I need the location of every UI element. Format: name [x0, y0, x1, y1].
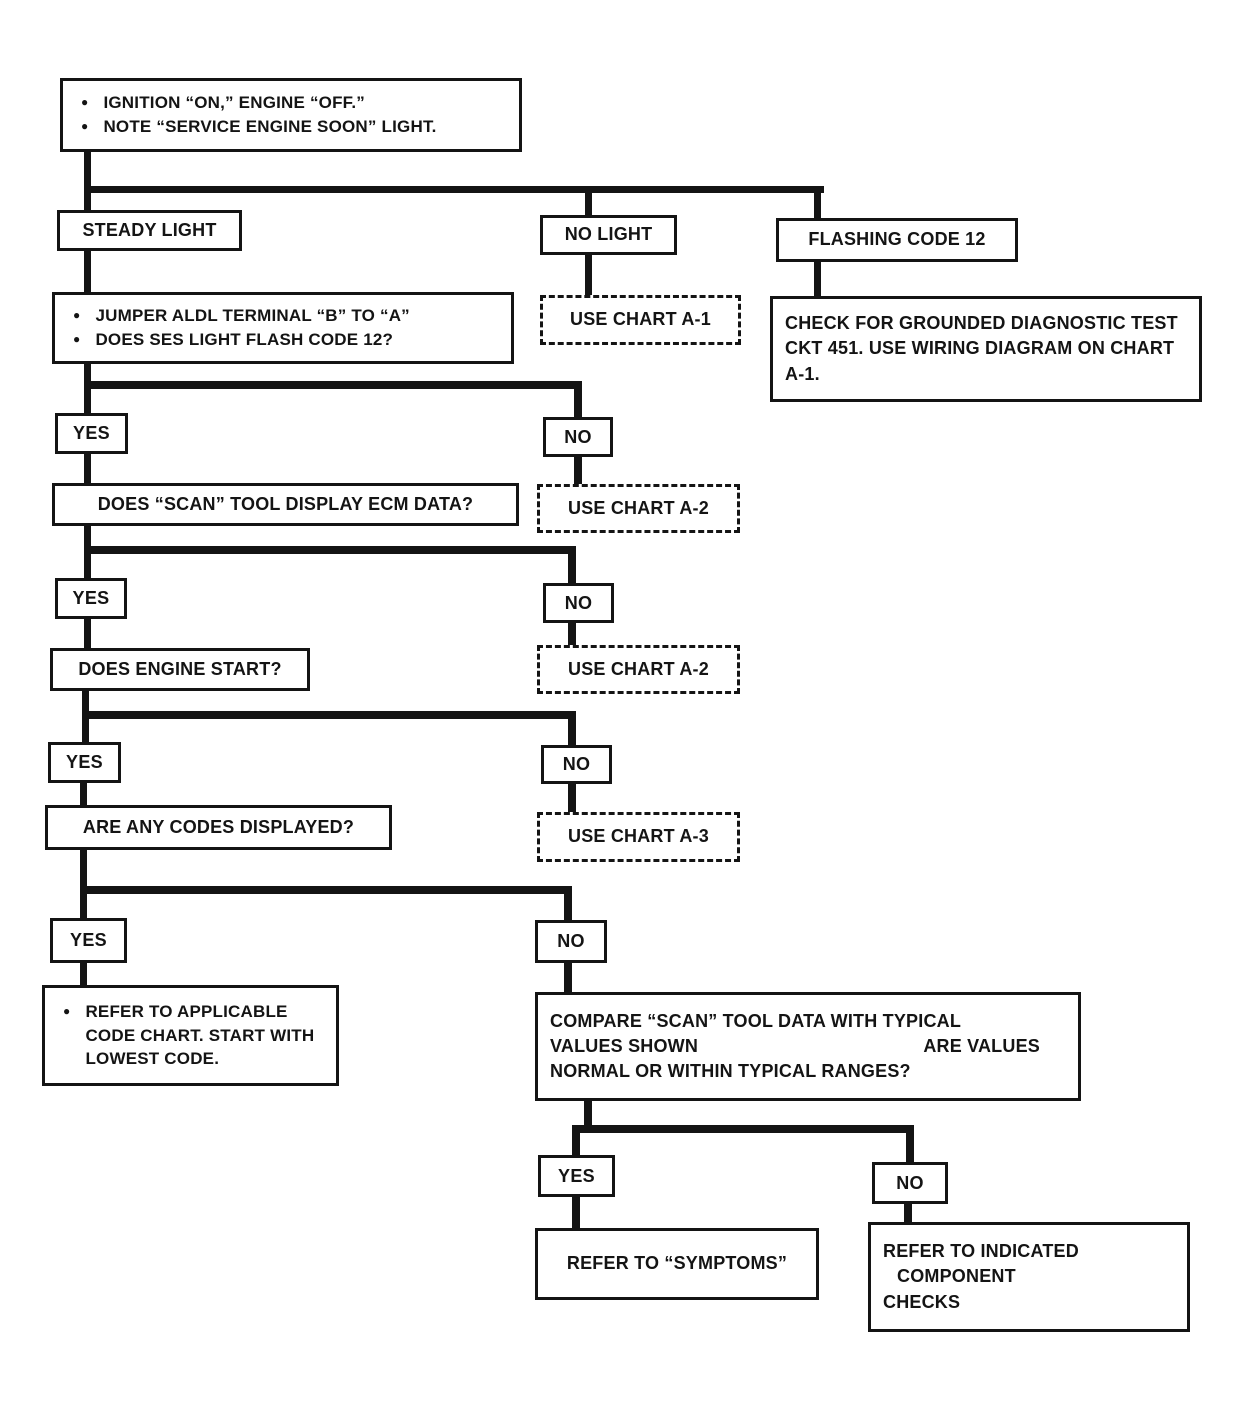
connector [572, 1195, 580, 1230]
connector [82, 711, 576, 719]
compare-scan-line-3: NORMAL OR WITHIN TYPICAL RANGES? [550, 1061, 911, 1082]
connector [84, 546, 576, 554]
node-use-chart-a1 [540, 295, 741, 345]
connector [568, 546, 576, 585]
connector [80, 886, 87, 920]
bullet-icon: ● [81, 119, 89, 133]
start-item-1 [75, 91, 507, 115]
connector [84, 381, 91, 415]
no-label: NO [564, 426, 592, 447]
no-light-label: NO LIGHT [564, 224, 653, 245]
node-flashing-code-12 [776, 218, 1018, 262]
node-scan-tool-question [52, 483, 519, 526]
bullet-icon: ● [73, 308, 81, 323]
connector [80, 961, 87, 987]
codes-displayed-question-label: ARE ANY CODES DISPLAYED? [82, 816, 355, 837]
start-line-1: IGNITION “ON,” ENGINE “OFF.” [103, 93, 366, 113]
connector [568, 621, 576, 647]
node-refer-code-chart [42, 985, 339, 1086]
connector [564, 961, 572, 994]
no-label: NO [564, 592, 593, 613]
node-start [60, 78, 522, 152]
connector [572, 1125, 580, 1157]
refer-symptoms-label: REFER TO “SYMPTOMS” [566, 1253, 788, 1274]
jumper-line-2: DOES SES LIGHT FLASH CODE 12? [95, 330, 394, 349]
refer-code-chart-text: REFER TO APPLICABLE CODE CHART. START WITH LOWEST CODE. [85, 1001, 315, 1069]
node-no-light [540, 215, 677, 255]
connector [904, 1202, 912, 1224]
node-steady-light [57, 210, 242, 251]
jumper-item-2 [67, 328, 499, 352]
no-box-5 [872, 1162, 948, 1204]
refer-component-line-2: COMPONENT [897, 1266, 1016, 1287]
start-line-2: NOTE “SERVICE ENGINE SOON” LIGHT. [103, 117, 437, 136]
start-item-2 [75, 115, 507, 139]
connector [84, 617, 91, 650]
yes-box-3 [48, 742, 121, 783]
node-use-chart-a2-lower [537, 645, 740, 694]
no-label: NO [896, 1172, 924, 1193]
yes-label: YES [70, 930, 107, 950]
connector [84, 381, 582, 389]
node-codes-displayed-question [45, 805, 392, 850]
node-jumper-aldl [52, 292, 514, 364]
no-box-4 [535, 920, 607, 963]
yes-label: YES [66, 752, 103, 772]
node-engine-start-question [50, 648, 310, 691]
connector [80, 886, 572, 894]
connector [84, 249, 91, 294]
use-chart-a2-upper-label: USE CHART A-2 [568, 497, 709, 518]
bullet-icon: ● [63, 1003, 71, 1018]
node-use-chart-a3 [537, 812, 740, 862]
refer-component-line-1: REFER TO INDICATED [883, 1241, 1079, 1262]
engine-start-question-label: DOES ENGINE START? [78, 658, 282, 679]
node-refer-symptoms [535, 1228, 819, 1300]
yes-box-2 [55, 578, 127, 619]
no-label: NO [557, 931, 585, 951]
connector [814, 186, 821, 222]
jumper-line-1: JUMPER ALDL TERMINAL “B” TO “A” [95, 306, 410, 326]
no-box-3 [541, 745, 612, 784]
node-compare-scan [535, 992, 1081, 1101]
yes-box-1 [55, 413, 128, 454]
connector [84, 546, 91, 580]
use-chart-a2-lower-label: USE CHART A-2 [568, 658, 709, 679]
connector [585, 253, 592, 297]
connector [574, 455, 582, 486]
compare-scan-line-1: COMPARE “SCAN” TOOL DATA WITH TYPICAL [550, 1010, 962, 1031]
steady-light-label: STEADY LIGHT [82, 219, 217, 240]
node-use-chart-a2-upper [537, 484, 740, 533]
check-grounded-text: CHECK FOR GROUNDED DIAGNOSTIC TEST CKT 451. USE WIRING DIAGRAM ON CHART A-1. [785, 313, 1178, 384]
connector [814, 260, 821, 298]
connector [80, 848, 87, 891]
jumper-item-1 [67, 304, 499, 328]
use-chart-a3-label: USE CHART A-3 [568, 826, 709, 847]
yes-box-4 [50, 918, 127, 963]
connector [564, 886, 572, 922]
connector [84, 186, 824, 193]
connector [574, 381, 582, 419]
use-chart-a1-label: USE CHART A-1 [570, 309, 711, 330]
bullet-icon: ● [73, 332, 81, 346]
yes-box-5 [538, 1155, 615, 1197]
yes-label: YES [558, 1165, 595, 1186]
connector [80, 781, 87, 807]
node-refer-component [868, 1222, 1190, 1332]
compare-scan-line-2-left: VALUES SHOWN [550, 1035, 699, 1056]
compare-scan-line-2-right: ARE VALUES [923, 1035, 1040, 1056]
no-box-1 [543, 417, 613, 457]
connector [82, 711, 89, 744]
flashing-code-12-label: FLASHING CODE 12 [808, 229, 986, 250]
connector [568, 782, 576, 814]
compare-scan-line-2 [550, 1034, 1066, 1059]
no-box-2 [543, 583, 614, 623]
yes-label: YES [73, 423, 110, 443]
scan-tool-question-label: DOES “SCAN” TOOL DISPLAY ECM DATA? [97, 493, 474, 514]
connector [906, 1125, 914, 1164]
bullet-icon: ● [81, 95, 89, 110]
node-check-grounded [770, 296, 1202, 402]
refer-component-line-3: CHECKS [883, 1291, 961, 1312]
yes-label: YES [72, 588, 110, 608]
refer-code-chart-item [57, 1000, 324, 1071]
no-label: NO [562, 754, 591, 774]
connector [84, 452, 91, 485]
connector [572, 1125, 914, 1133]
connector [568, 711, 576, 747]
